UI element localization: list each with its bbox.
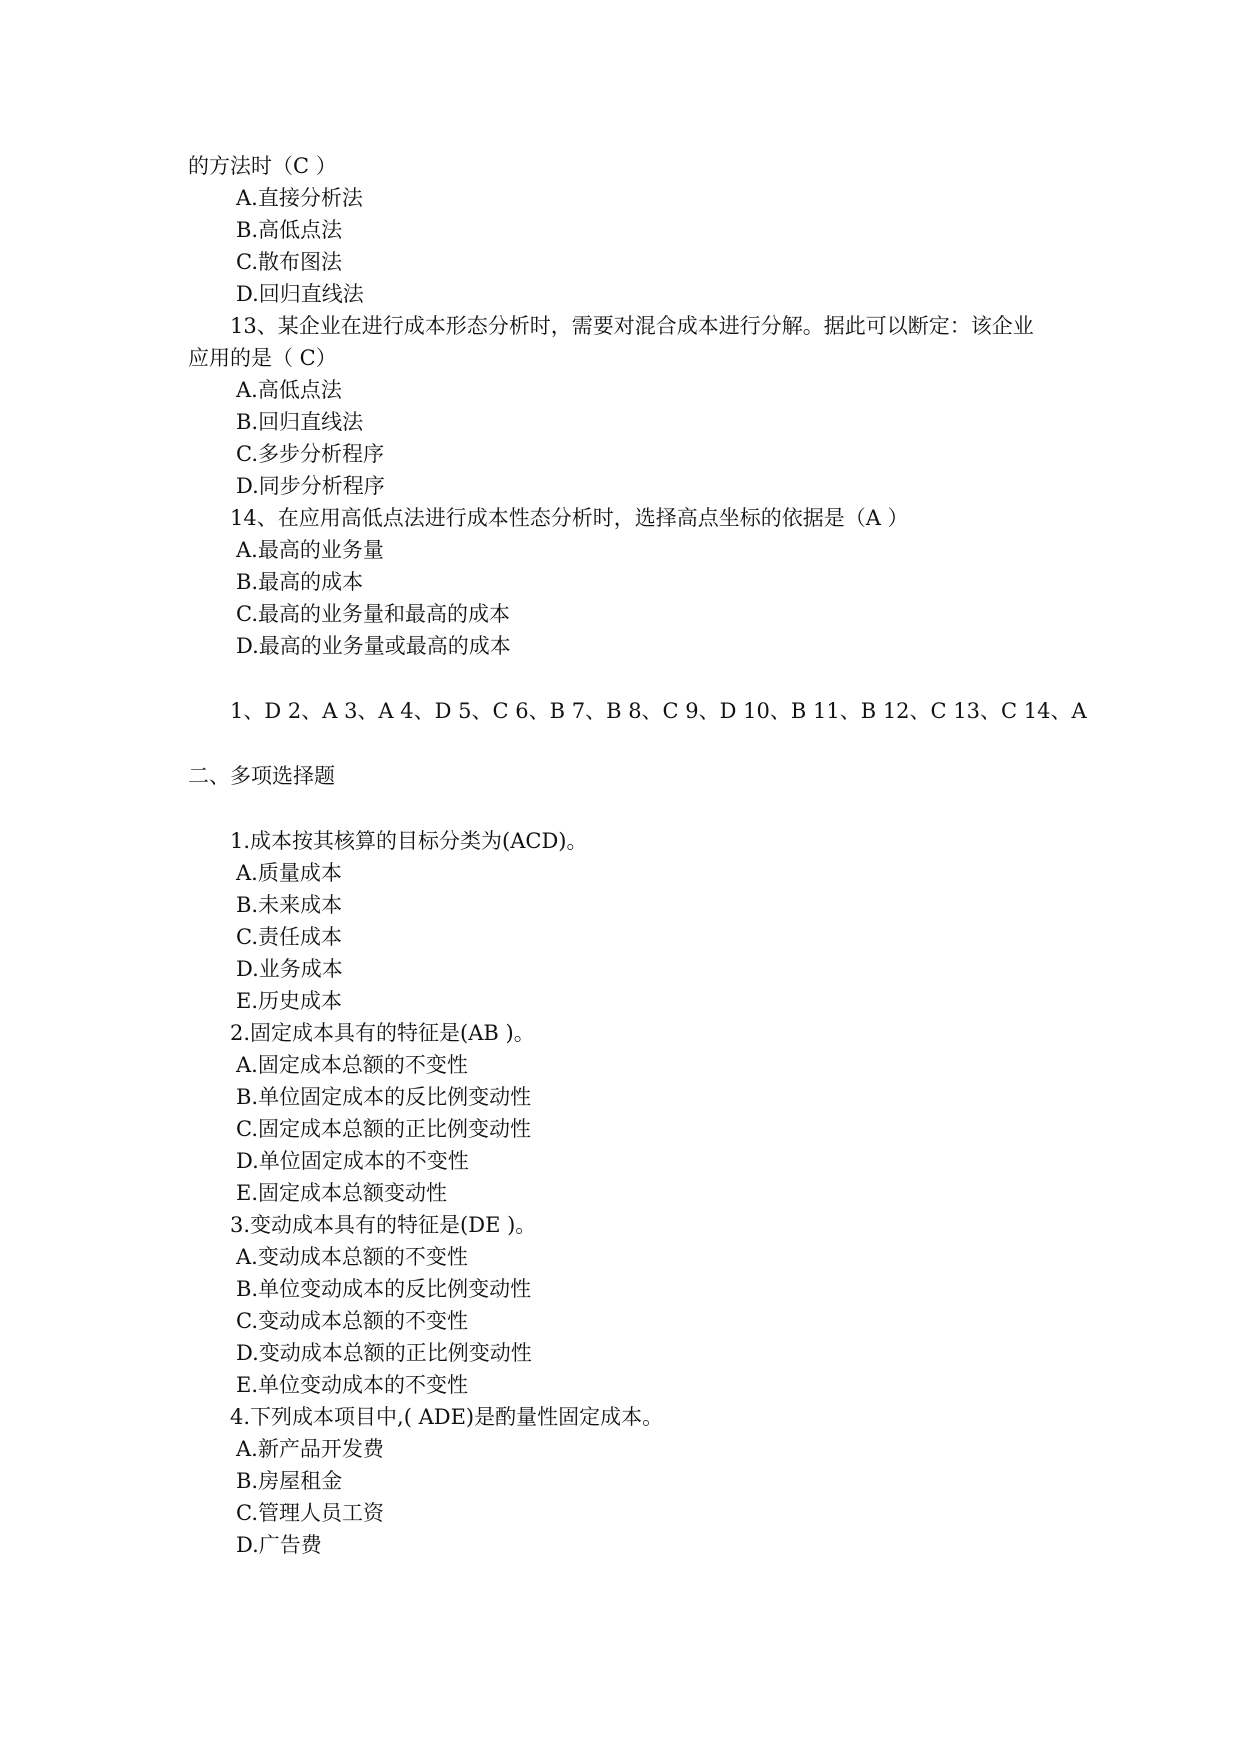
q14-option-b: B.最高的成本: [236, 570, 364, 594]
answer-key: 1、D 2、A 3、A 4、D 5、C 6、B 7、B 8、C 9、D 10、B 11、B 12、C 13、C 14、A: [230, 699, 1087, 723]
q13-stem-line1: 13、某企业在进行成本形态分析时，需要对混合成本进行分解。据此可以断定：该企业: [230, 314, 1034, 338]
mq3-option-d: D.变动成本总额的正比例变动性: [236, 1341, 532, 1365]
mq2-option-b: B.单位固定成本的反比例变动性: [236, 1085, 532, 1109]
mq1-option-a: A.质量成本: [236, 861, 342, 885]
mq3-option-e: E.单位变动成本的不变性: [236, 1373, 469, 1397]
mq3-option-b: B.单位变动成本的反比例变动性: [236, 1277, 532, 1301]
mq2-option-d: D.单位固定成本的不变性: [236, 1149, 469, 1173]
q13-option-c: C.多步分析程序: [236, 442, 384, 466]
mq4-stem: 4.下列成本项目中,( ADE)是酌量性固定成本。: [230, 1405, 664, 1429]
q13-option-d: D.同步分析程序: [236, 474, 385, 498]
q13-option-b: B.回归直线法: [236, 410, 364, 434]
mq3-stem: 3.变动成本具有的特征是(DE )。: [230, 1213, 537, 1237]
q14-stem: 14、在应用高低点法进行成本性态分析时，选择高点坐标的依据是（A ）: [230, 506, 909, 530]
q12-option-b: B.高低点法: [236, 218, 343, 242]
mq2-stem: 2.固定成本具有的特征是(AB )。: [230, 1021, 535, 1045]
mq2-option-e: E.固定成本总额变动性: [236, 1181, 448, 1205]
q14-option-d: D.最高的业务量或最高的成本: [236, 634, 511, 658]
mq4-option-d: D.广告费: [236, 1533, 322, 1557]
mq4-option-c: C.管理人员工资: [236, 1501, 384, 1525]
mq1-option-d: D.业务成本: [236, 957, 343, 981]
q12-option-d: D.回归直线法: [236, 282, 364, 306]
section2-heading: 二、多项选择题: [188, 764, 335, 788]
mq2-option-c: C.固定成本总额的正比例变动性: [236, 1117, 531, 1141]
mq4-option-a: A.新产品开发费: [236, 1437, 384, 1461]
mq1-option-b: B.未来成本: [236, 893, 343, 917]
mq4-option-b: B.房屋租金: [236, 1469, 343, 1493]
mq1-option-e: E.历史成本: [236, 989, 343, 1013]
q12-option-a: A.直接分析法: [236, 186, 363, 210]
mq3-option-c: C.变动成本总额的不变性: [236, 1309, 468, 1333]
q12-stem-end: 的方法时（C ）: [188, 154, 337, 178]
mq2-option-a: A.固定成本总额的不变性: [236, 1053, 468, 1077]
q12-option-c: C.散布图法: [236, 250, 342, 274]
q14-option-a: A.最高的业务量: [236, 538, 384, 562]
mq3-option-a: A.变动成本总额的不变性: [236, 1245, 468, 1269]
q14-option-c: C.最高的业务量和最高的成本: [236, 602, 510, 626]
q13-stem-line2: 应用的是（ C）: [188, 346, 337, 370]
mq1-stem: 1.成本按其核算的目标分类为(ACD)。: [230, 829, 588, 853]
mq1-option-c: C.责任成本: [236, 925, 342, 949]
q13-option-a: A.高低点法: [236, 378, 342, 402]
